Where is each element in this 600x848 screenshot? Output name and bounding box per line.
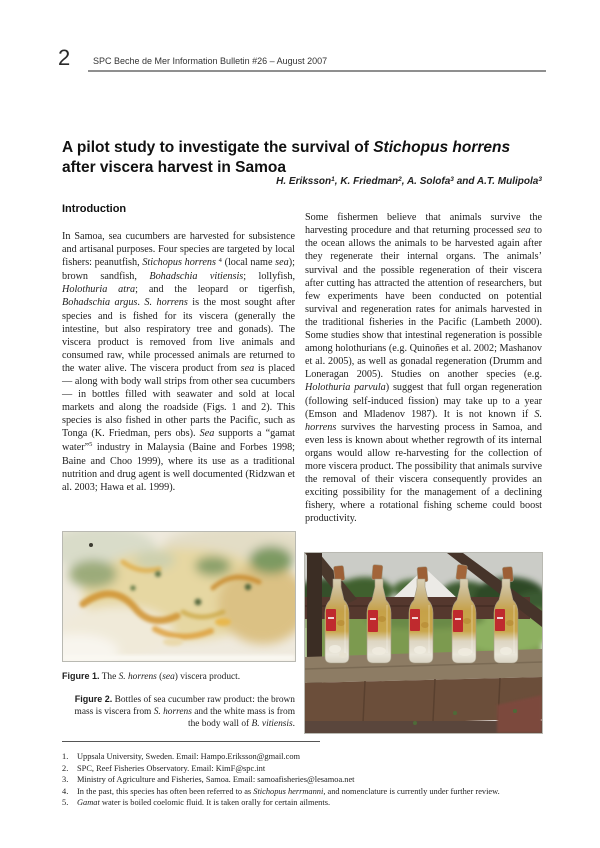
body-paragraph-left: In Samoa, sea cucumbers are harvested for subsistence and artisanal purposes. Four species are targeted by local fishers: peanutfish, Stichopus horrens $^4$ (local name sea); brown sandfish, Bohadschia vitiensis; lollyfish, Holothuria atra; and the leopard or tigerfish, Bohadschia argus. S. horrens is the most sought after species and is fished for its viscera (generally the intestine, but also respiratory tree and gonads). The viscera product is removed from live animals and consumed raw, while processed animals are returned to the water alive. The viscera product from sea is placed — along with body wall strips from other sea cucumbers — in bottles filled with seawater and sold at local markets and along the roadside (Figs. 1 and 2). This species is also fished in other parts the Pacific, such as Tonga (K. Friedman, pers obs). Sea supports a “gamat water”$^5$ industry in Malaysia (Baine and Forbes 1998; Baine and Choo 1999), where its use as a traditional nutrition and drug agent is well documented (Ridzwan et al. 2003; Hawa et al. 1999). (62, 231, 296, 493)
figure1-image (62, 531, 296, 662)
column-right (305, 201, 542, 536)
figure1-caption: Figure 1. The S. horrens (sea) viscera product. (62, 671, 241, 682)
footnote-text: SPC, Reef Fisheries Observatory. Email: KimF@spc.int (77, 763, 266, 773)
footnote-divider (62, 741, 320, 742)
footnote-item (62, 797, 548, 809)
figure2-caption: Figure 2. Bottles of sea cucumber raw product: the brown mass is viscera from S. horrens and the white mass is from the body wall of B. vitiensis. (74, 694, 295, 729)
footnote-text: Uppsala University, Sweden. Email: Hampo.Eriksson@gmail.com (77, 752, 301, 761)
footnote-item (62, 751, 548, 763)
footnote-number: 4. (62, 786, 69, 796)
section-heading-introduction: Introduction (62, 203, 127, 215)
footnote-number: 1. (62, 752, 69, 761)
footnote-number: 3. (62, 775, 69, 785)
figure2-image (304, 552, 543, 734)
page-number: 2 (58, 45, 71, 70)
body-paragraph-right: Some fishermen believe that animals survive the harvesting procedure and that returning processed sea to the ocean allows the animals to be harvested again after they regenerate their internal organs. The animals’ survival and the possible regeneration of their viscera after cutting has attracted the attention of researchers, but few experiments have been conducted on potential survival and regeneration rates for animals harvested in the traditional fisheries in the Pacific (Lambeth 2000). Some studies show that intestinal regeneration is possible among holothurians (e.g. Quinoñes et al. 2002; Mashanov et al. 2005), as well as gonadal regeneration (Drumm and Loneragan 2005). Studies on another species (e.g. Holothuria parvula) suggest that full organ regeneration (following self-induced fission) may take up to a year (Emson and Mladenov 1987). It is not known if S. horrens survives the harvesting process in Samoa, and even less is known about whether regrowth of its internal organs would allow re-harvesting for the collection of more viscera product. The possibility that animals survive the removal of their viscera consequently provides an exciting possibility for the management of a declining fishery, where a rotational fishing scheme could boost productivity. (305, 212, 542, 525)
running-header: SPC Beche de Mer Information Bulletin #26 – August 2007 (93, 56, 328, 66)
footnote-number: 5. (62, 798, 69, 808)
column-left (62, 201, 295, 504)
footnotes-block (62, 741, 548, 809)
authors-line: H. Eriksson$^1$, K. Friedman$^2$, A. Solofa$^3$ and A.T. Mulipola$^3$ (276, 175, 542, 187)
footnote-text: In the past, this species has often been referred to as Stichopus herrmanni, and nomenclature is currently under further review. (77, 786, 500, 796)
footnote-text: Ministry of Agriculture and Fisheries, Samoa. Email: samoafisheries@lesamoa.net (77, 775, 355, 785)
header-rule (88, 70, 546, 72)
article-title: A pilot study to investigate the survival of Stichopus horrens after viscera harvest in Samoa (62, 139, 511, 176)
footnote-item (62, 763, 548, 775)
footnote-item (62, 786, 548, 798)
footnote-item (62, 774, 548, 786)
footnote-number: 2. (62, 763, 69, 773)
footnote-text: Gamat water is boiled coelomic fluid. It is taken orally for certain ailments. (77, 798, 331, 808)
